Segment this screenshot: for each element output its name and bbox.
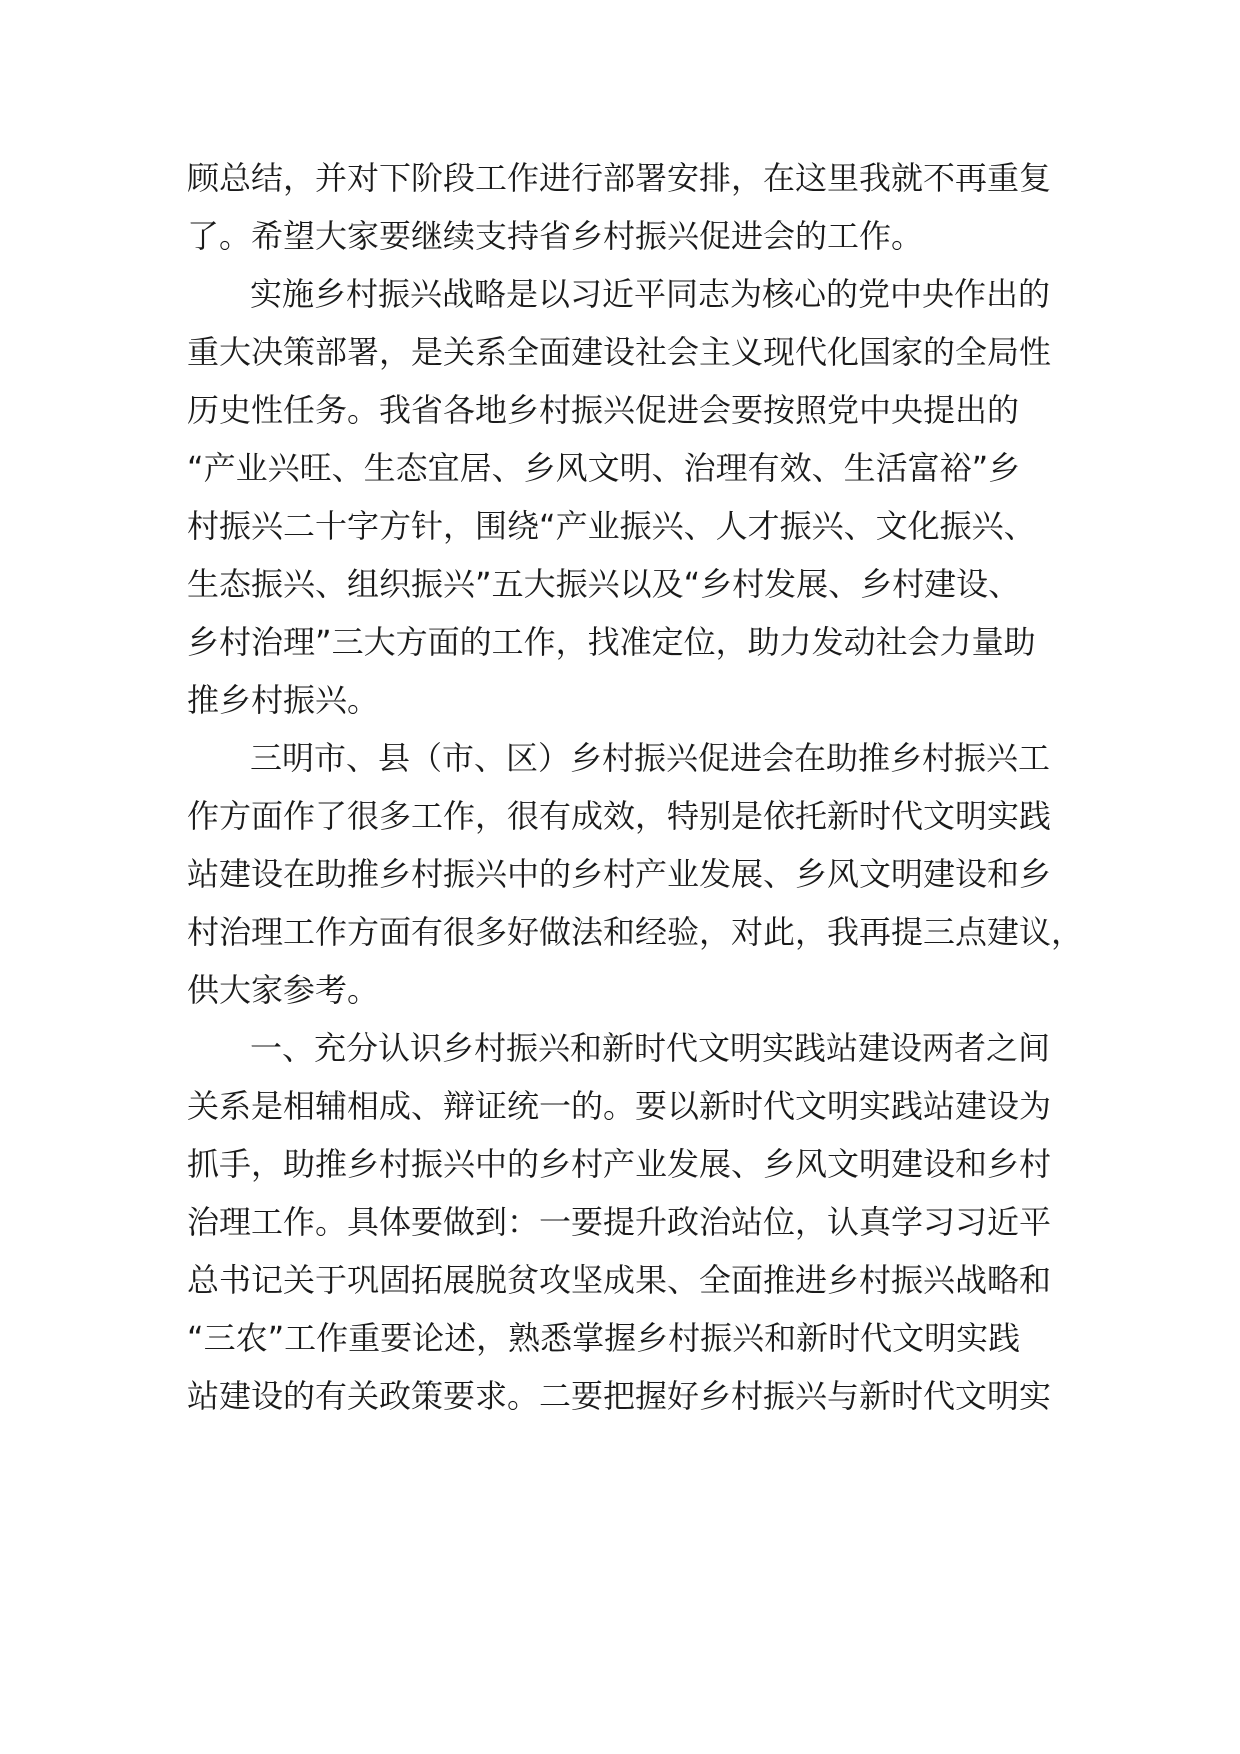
paragraph-first-line: 实施乡村振兴战略是以习近平同志为核心的党中央作出的 xyxy=(250,275,1051,313)
text-line: 了。希望大家要继续支持省乡村振兴促进会的工作。 xyxy=(187,217,924,255)
text-line: 历史性任务。我省各地乡村振兴促进会要按照党中央提出的 xyxy=(187,391,1020,429)
text-line: “三农”工作重要论述，熟悉掌握乡村振兴和新时代文明实践 xyxy=(187,1319,1021,1357)
text-line: 村治理工作方面有很多好做法和经验，对此，我再提三点建议， xyxy=(187,913,1084,951)
text-line: 供大家参考。 xyxy=(187,971,380,1009)
text-line: 推乡村振兴。 xyxy=(187,681,380,719)
paragraph-first-line: 三明市、县（市、区）乡村振兴促进会在助推乡村振兴工 xyxy=(250,739,1051,777)
text-line: 村振兴二十字方针，围绕“产业振兴、人才振兴、文化振兴、 xyxy=(187,507,1036,545)
text-line: “产业兴旺、生态宜居、乡风文明、治理有效、生活富裕”乡 xyxy=(187,449,1021,487)
text-line: 作方面作了很多工作，很有成效，特别是依托新时代文明实践 xyxy=(187,797,1052,835)
text-line: 站建设在助推乡村振兴中的乡村产业发展、乡风文明建设和乡 xyxy=(187,855,1052,893)
text-line: 顾总结，并对下阶段工作进行部署安排，在这里我就不再重复 xyxy=(187,159,1052,197)
text-line: 关系是相辅相成、辩证统一的。要以新时代文明实践站建设为 xyxy=(187,1087,1052,1125)
text-line: 抓手，助推乡村振兴中的乡村产业发展、乡风文明建设和乡村 xyxy=(187,1145,1052,1183)
text-line: 乡村治理”三大方面的工作，找准定位，助力发动社会力量助 xyxy=(187,623,1036,661)
paragraph-first-line: 一、充分认识乡村振兴和新时代文明实践站建设两者之间 xyxy=(250,1029,1051,1067)
text-line: 生态振兴、组织振兴”五大振兴以及“乡村发展、乡村建设、 xyxy=(187,565,1021,603)
text-line: 重大决策部署，是关系全面建设社会主义现代化国家的全局性 xyxy=(187,333,1052,371)
text-line: 站建设的有关政策要求。二要把握好乡村振兴与新时代文明实 xyxy=(187,1377,1052,1415)
text-line: 总书记关于巩固拓展脱贫攻坚成果、全面推进乡村振兴战略和 xyxy=(187,1261,1052,1299)
text-line: 治理工作。具体要做到：一要提升政治站位，认真学习习近平 xyxy=(187,1203,1052,1241)
